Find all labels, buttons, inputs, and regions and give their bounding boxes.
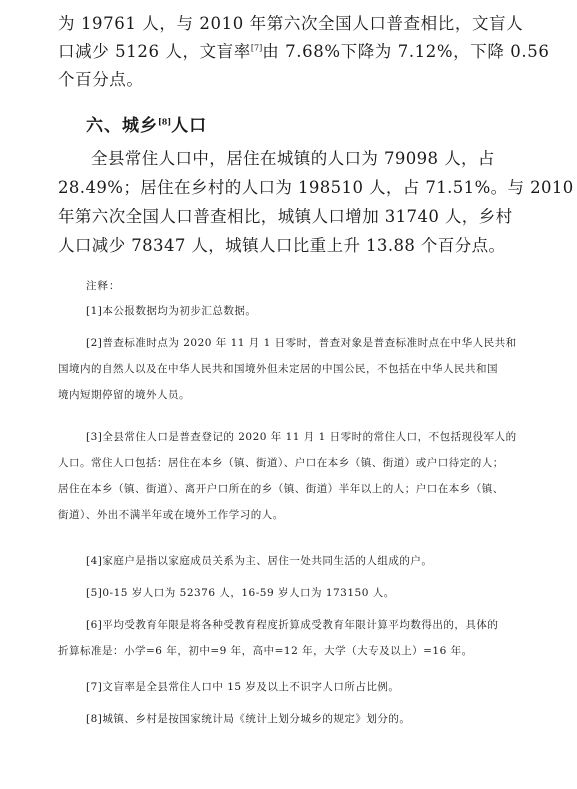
heading-text: 六、城乡 — [86, 116, 158, 136]
paragraph-line: 人口减少 78347 人，城镇人口比重上升 13.88 个百分点。 — [58, 236, 506, 255]
note-line: [8]城镇、乡村是按国家统计局《统计上划分城乡的规定》划分的。 — [86, 713, 411, 725]
note-item-8 — [58, 706, 528, 732]
paragraph-line: 为 19761 人，与 2010 年第六次全国人口普查相比，文盲人 — [58, 14, 524, 33]
note-line: 人口。常住人口包括：居住在本乡（镇、街道）、户口在本乡（镇、街道）或户口待定的人； — [58, 457, 504, 469]
note-line: 境内短期停留的境外人员。 — [58, 389, 190, 401]
note-line: [5]0-15 岁人口为 52376 人，16-59 岁人口为 173150 人。 — [86, 587, 395, 599]
paragraph-line: 28.49%；居住在乡村的人口为 198510 人，占 71.51%。与 2010 — [58, 178, 574, 197]
paragraph-line-part: 由 7.68%下降为 7.12%，下降 0.56 — [262, 42, 550, 61]
paragraph-line: 个百分点。 — [58, 70, 144, 89]
paragraph-line — [58, 38, 550, 66]
footnote-ref-7[interactable]: [7] — [250, 43, 263, 53]
note-item-3 — [58, 424, 528, 528]
paragraph-line: 全县常住人口中，居住在城镇的人口为 79098 人，占 — [91, 149, 495, 168]
note-line: [2]普查标准时点为 2020 年 11 月 1 日零时，普查对象是普查标准时点在中华人民共和 — [86, 337, 517, 349]
illiteracy-paragraph — [58, 10, 550, 94]
note-item-4 — [58, 548, 528, 574]
note-item-1 — [58, 298, 528, 324]
urban-rural-paragraph — [58, 144, 574, 260]
note-line: [1]本公报数据均为初步汇总数据。 — [86, 305, 257, 317]
paragraph-line-part: 口减少 5126 人，文盲率 — [58, 42, 251, 61]
note-item-5 — [58, 580, 528, 606]
note-item-6 — [58, 612, 528, 664]
note-line: 折算标准是：小学=6 年，初中=9 年，高中=12 年，大学（大专及以上）=16 年。 — [58, 645, 473, 657]
note-item-7 — [58, 674, 528, 700]
heading-text: 人口 — [171, 116, 208, 136]
section-heading-urban-rural — [86, 113, 207, 139]
footnote-ref-8[interactable]: [8] — [158, 116, 172, 127]
note-line: [3]全县常住人口是普查登记的 2020 年 11 月 1 日零时的常住人口，不包括现役军人的 — [86, 431, 517, 443]
note-line: [7]文盲率是全县常住人口中 15 岁及以上不识字人口所占比例。 — [86, 681, 400, 693]
note-line: 街道）、外出不满半年或在境外工作学习的人。 — [58, 509, 284, 521]
note-line: 国境内的自然人以及在中华人民共和国境外但未定居的中国公民，不包括在中华人民共和国 — [58, 363, 498, 375]
paragraph-line: 年第六次全国人口普查相比，城镇人口增加 31740 人，乡村 — [58, 207, 513, 226]
notes-title: 注释： — [86, 280, 121, 292]
note-line: [4]家庭户是指以家庭成员关系为主、居住一处共同生活的人组成的户。 — [86, 555, 433, 567]
note-item-2 — [58, 330, 528, 408]
note-line: [6]平均受教育年限是将各种受教育程度折算成受教育年限计算平均数得出的，具体的 — [86, 619, 499, 631]
note-line: 居住在本乡（镇、街道）、离开户口所在的乡（镇、街道）半年以上的人；户口在本乡（镇、 — [58, 483, 504, 495]
